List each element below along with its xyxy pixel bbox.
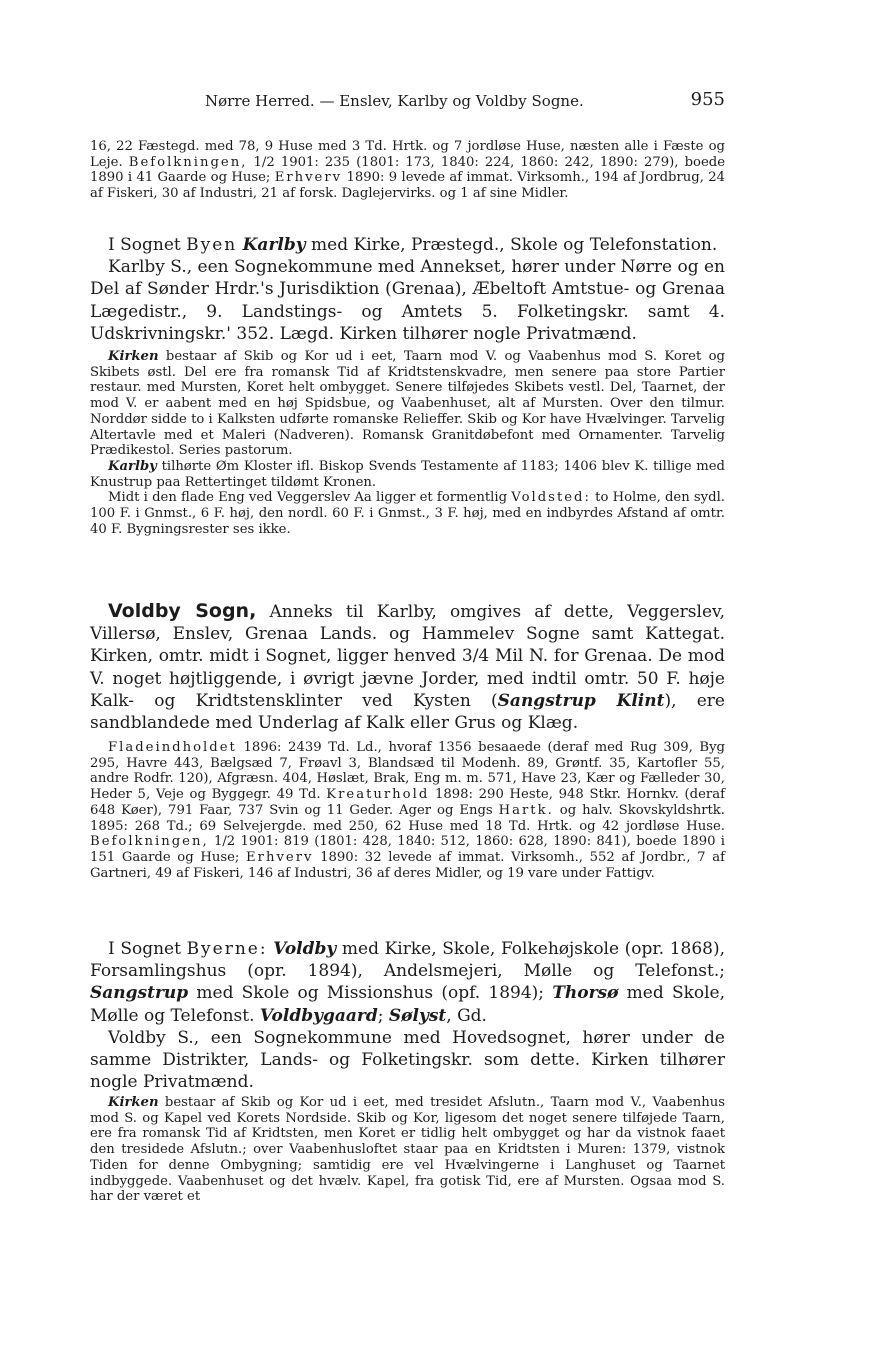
text-run: I Sognet: [108, 235, 181, 255]
spaced-term: Hartk.: [498, 802, 554, 818]
spaced-term: Byen: [186, 235, 238, 255]
place-name: Thorsø: [552, 983, 619, 1004]
text-run: Anneks til Karlby, omgives af dette, Veggerslev, Villersø, Enslev, Grenaa Lands. og Hammelev Sogne samt Kattegat. Kirken, omtr. midt i Sognet, ligger henved 3/4 Mil N. for Grenaa. De mod V. noget højtliggende, i øvrigt jævne Jorder, med indtil omtr. 50 F. høje Kalk- og Kridtstensklinter ved Kysten (: [90, 602, 726, 711]
place-name: Voldby: [273, 939, 337, 959]
voldby-towns-paragraph: [90, 938, 725, 1093]
page-number: 955: [690, 89, 725, 110]
voldby-statistics-paragraph: [90, 740, 725, 881]
voldby-sogn-paragraph: [90, 600, 725, 734]
place-name: Sangstrup: [90, 983, 189, 1004]
spaced-term: Befolkningen,: [128, 154, 248, 170]
text-run: , Gd.: [446, 1005, 487, 1026]
voldby-parish-paragraph: Voldby S., een Sognekommune med Hovedsognet, hører under de samme Distrikter, Lands- og Folketingskr. som dette. Kirken tilhører nogle Privatmænd.: [90, 1027, 725, 1093]
spaced-term: Voldsted:: [511, 490, 591, 506]
spaced-term: Fladeindholdet: [108, 740, 237, 755]
text-run: ), ere sandblandede med Underlag af Kalk eller Grus og Klæg.: [90, 690, 725, 734]
text-run: ;: [377, 1005, 384, 1026]
text-run: 1/2 1901: 819 (1801: 428, 1840: 512, 1860: 628, 1890: 841), boede 1890 i 151 Gaarde og Huse;: [90, 834, 725, 865]
text-run: bestaar af Skib og Kor ud i eet, Taarn mod V. og Vaabenhus mod S. Koret og Skibets østl. Del ere fra romansk Tid af Kridtstenskvadre, men senere paa store Partier restaur. med Mursten, Koret helt ombygget. Senere tilføjedes Skibets vestl. Del, Taarnet, der mod V. er aabent med en høj Spidsbue, og Vaabenhuset, alt af Mursten. Over den tilmur. Norddør sidde to i Kalksten udførte romanske Relieffer. Skib og Kor have Hvælvinger. Tarvelig Altertavle med et Maleri (Nadveren). Romansk Granitdøbefont med Ornamenter. Tarvelig Prædikestol. Series pastorum.: [90, 349, 725, 459]
place-name: Karlby: [108, 458, 157, 474]
spaced-term: Erhverv: [246, 849, 314, 865]
population-paragraph: [90, 139, 725, 202]
text-run: I Sognet: [108, 939, 181, 959]
parish-heading: Voldby Sogn,: [108, 600, 257, 622]
voldby-church-paragraph: [90, 1095, 725, 1205]
church-heading: Kirken: [108, 1095, 159, 1110]
text-run: med Kirke, Præstegd., Skole og Telefonstation.: [311, 235, 718, 255]
place-name: Karlby: [242, 235, 306, 255]
text-run: Midt i den flade Eng ved Veggerslev Aa ligger et formentlig: [108, 490, 508, 506]
spaced-term: Byerne:: [186, 939, 268, 959]
text-run: 1890: 32 levede af immat. Virksomh., 552 af Jordbr., 7 af Gartneri, 49 af Fiskeri, 146 af Industri, 36 af deres Midler, og 19 vare under Fattigv.: [90, 849, 725, 881]
place-name: Sølyst: [388, 1005, 447, 1026]
place-name: Voldbygaard: [259, 1005, 378, 1026]
karlby-town-paragraph: [90, 234, 725, 345]
text-run: to Holme, den sydl. 100 F. i Gnmst., 6 F. høj, den nordl. 60 F. i Gnmst., 3 F. høj, med en indbyrdes Afstand af omtr. 40 F. Bygningsrester ses ikke.: [90, 490, 725, 537]
text-run: 1898: 290 Heste, 948 Stkr. Hornkv. (deraf 648 Køer), 791 Faar, 737 Svin og 11 Geder. Ager og Engs: [90, 787, 725, 818]
spaced-term: Erhverv: [274, 170, 343, 186]
text-run: tilhørte Øm Kloster ifl. Biskop Svends Testamente af 1183; 1406 blev K. tillige med Knustrup paa Rettertinget tildømt Kronen.: [90, 458, 725, 490]
text-run: 1/2 1901: 235 (1801: 173, 1840: 224, 1860: 242, 1890: 279), boede 1890 i 41 Gaarde og Huse;: [90, 154, 725, 186]
text-run: 1890: 9 levede af immat. Virksomh., 194 af Jordbrug, 24 af Fiskeri, 30 af Industri, 21 af forsk. Daglejervirks. og 1 af sine Midler.: [90, 170, 725, 202]
place-name: Sangstrup Klint: [497, 690, 665, 711]
text-run: med Skole, Mølle og Telefonst.: [90, 983, 726, 1026]
karlby-church-section: [90, 349, 725, 537]
spaced-term: Kreaturhold: [326, 787, 430, 803]
karlby-parish-paragraph: Karlby S., een Sognekommune med Annekset, hører under Nørre og en Del af Sønder Hrdr.'s Jurisdiktion (Grenaa), Æbeltoft Amtstue- og Grenaa Lægedistr., 9. Landstings- og Amtets 5. Folketingskr. samt 4. Udskrivningskr.' 352. Lægd. Kirken tilhører nogle Privatmænd.: [90, 257, 725, 344]
header-title: Nørre Herred. — Enslev, Karlby og Voldby Sogne.: [205, 92, 584, 110]
text-run: 16, 22 Fæstegd. med 78, 9 Huse med 3 Td. Hrtk. og 7 jordløse Huse, næsten alle i Fæste og Leje.: [90, 139, 725, 170]
text-run: med Kirke, Skole, Folkehøjskole (opr. 1868), Forsamlingshus (opr. 1894), Andelsmejeri, Mølle og Telefonst.;: [90, 939, 725, 982]
running-header: [90, 89, 725, 116]
text-run: med Skole og Missionshus (opf. 1894);: [196, 983, 545, 1004]
text-run: 1896: 2439 Td. Ld., hvoraf 1356 besaaede (deraf med Rug 309, Byg 295, Havre 443, Bælgsæd 7, Frøavl 3, Blandsæd til Modenh. 89, Grøntf. 35, Kartofler 55, andre Rodfr. 120), Afgræsn. 404, Høslæt, Brak, Eng m. m. 571, Have 23, Kær og Fælleder 30, Heder 5, Veje og Byggegr. 49 Td.: [90, 740, 725, 803]
church-heading: Kirken: [108, 349, 159, 364]
spaced-term: Befolkningen,: [90, 834, 209, 850]
text-run: og halv. Skovskyldshrtk. 1895: 268 Td.; 69 Selvejergde. med 250, 62 Huse med 18 Td. Hrtk. og 42 jordløse Huse.: [90, 802, 725, 834]
text-run: bestaar af Skib og Kor ud i eet, med tresidet Afslutn., Taarn mod V., Vaabenhus mod S. og Kapel ved Korets Nordside. Skib og Kor, ligesom det noget senere tilføjede Taarn, ere fra romansk Tid af Kridtsten, men Koret er tidlig helt ombygget og har da vistnok faaet den tresidede Afslutn.; over Vaabenhusloftet staar paa en Kridtsten i Muren: 1379, vistnok Tiden for denne Ombygning; samtidig ere vel Hvælvingerne i Langhuset og Taarnet indbyggede. Vaabenhuset og det hvælv. Kapel, fra gotisk Tid, ere af Mursten. Ogsaa mod S. har der været et: [90, 1095, 725, 1205]
